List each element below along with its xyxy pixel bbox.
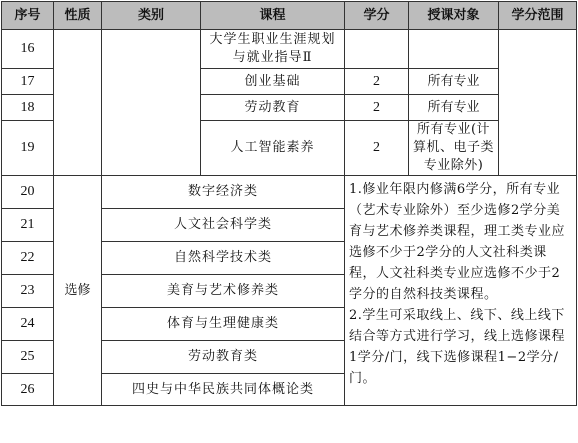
nature-cell: 选修 — [54, 176, 102, 406]
curriculum-table — [1, 1, 577, 406]
category-cell: 体育与生理健康类 — [102, 308, 345, 341]
header-category: 类别 — [102, 2, 201, 30]
header-nature: 性质 — [54, 2, 102, 30]
credit-cell: 2 — [345, 121, 409, 176]
header-range: 学分范围 — [499, 2, 577, 30]
course-cell: 人工智能素养 — [201, 121, 345, 176]
course-cell: 劳动教育 — [201, 95, 345, 121]
audience-cell: 所有专业(计算机、电子类专业除外) — [409, 121, 499, 176]
category-cell — [102, 30, 201, 176]
header-credit: 学分 — [345, 2, 409, 30]
seq-cell: 25 — [2, 341, 54, 374]
audience-cell: 所有专业 — [409, 95, 499, 121]
credit-cell: 2 — [345, 95, 409, 121]
header-row — [2, 2, 577, 30]
credit-cell: 2 — [345, 69, 409, 95]
range-note-cell — [345, 176, 577, 406]
category-cell: 四史与中华民族共同体概论类 — [102, 374, 345, 406]
range-note-text: 1.修业年限内修满6学分，所有专业（艺术专业除外）至少选修2学分美育与艺术修养类课程，理工类专业应选修不少于2学分的人文社科类课程，人文社科类专业应选修不少于2学分的自然科技类课程。 2.学生可采取线上、线下、线上线下结合等方式进行学习，线上选修课程1学分/门，线下选修课程1−2学分/门。 — [349, 181, 566, 386]
category-cell: 劳动教育类 — [102, 341, 345, 374]
category-cell: 美育与艺术修养类 — [102, 275, 345, 308]
header-audience: 授课对象 — [409, 2, 499, 30]
seq-cell: 22 — [2, 242, 54, 275]
header-course: 课程 — [201, 2, 345, 30]
seq-cell: 17 — [2, 69, 54, 95]
category-cell: 自然科学技术类 — [102, 242, 345, 275]
course-cell: 大学生职业生涯规划与就业指导Ⅱ — [201, 30, 345, 69]
seq-cell: 19 — [2, 121, 54, 176]
nature-cell — [54, 30, 102, 176]
table-row — [2, 176, 577, 209]
seq-cell: 16 — [2, 30, 54, 69]
seq-cell: 24 — [2, 308, 54, 341]
seq-cell: 26 — [2, 374, 54, 406]
audience-cell: 所有专业 — [409, 69, 499, 95]
credit-cell — [345, 30, 409, 69]
seq-cell: 18 — [2, 95, 54, 121]
course-cell: 创业基础 — [201, 69, 345, 95]
seq-cell: 23 — [2, 275, 54, 308]
table-row — [2, 30, 577, 69]
range-cell — [499, 30, 577, 176]
seq-cell: 21 — [2, 209, 54, 242]
audience-cell — [409, 30, 499, 69]
category-cell: 数字经济类 — [102, 176, 345, 209]
header-seq: 序号 — [2, 2, 54, 30]
category-cell: 人文社会科学类 — [102, 209, 345, 242]
seq-cell: 20 — [2, 176, 54, 209]
